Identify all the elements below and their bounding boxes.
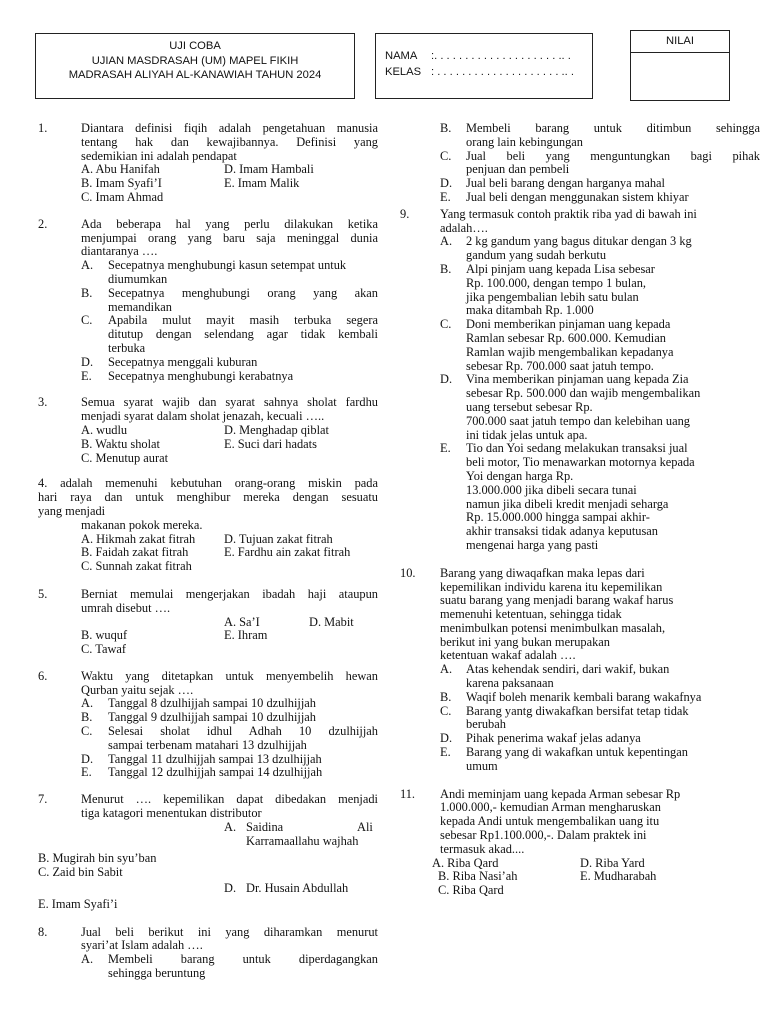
option-text: sehingga beruntung bbox=[108, 966, 206, 981]
nama-field[interactable]: :. . . . . . . . . . . . . . . . . . . . .. . bbox=[431, 50, 571, 62]
option-d[interactable] bbox=[440, 732, 764, 746]
option-letter: A. bbox=[81, 952, 94, 967]
score-label: NILAI bbox=[631, 31, 729, 53]
option-c[interactable]: C. Riba Qard bbox=[438, 883, 504, 898]
option-text: Membeli barang untuk ditimbun sehingga bbox=[466, 121, 760, 135]
option-text: Tanggal 9 dzulhijjah sampai 10 dzulhijjah bbox=[108, 710, 317, 725]
option-letter: B. bbox=[440, 689, 452, 704]
option-c[interactable]: C. Tawaf bbox=[81, 642, 127, 657]
option-d[interactable]: D. Imam Hambali bbox=[224, 162, 314, 177]
question-text: berikut ini yang bukan merupakan bbox=[440, 634, 610, 649]
question-11 bbox=[400, 788, 764, 898]
option-text: Ramlan wajib mengembalikan kepadanya bbox=[466, 344, 674, 359]
question-text: tiga katagori menentukan distributor bbox=[81, 806, 262, 821]
option-text: Apabila mulut mayit masih terbuka segera bbox=[108, 313, 378, 328]
question-text: tentang hak dan kewajibannya. Definisi yang bbox=[81, 134, 378, 149]
option-text: Atas kehendak sendiri, dari wakif, bukan bbox=[466, 662, 670, 677]
option-text: 2 kg gandum yang bagus ditukar dengan 3 kg bbox=[466, 234, 692, 249]
option-e[interactable]: E. Imam Malik bbox=[224, 176, 300, 191]
option-text: Dr. Husain Abdullah bbox=[246, 881, 349, 896]
question-5 bbox=[38, 588, 378, 657]
question-text: Yang termasuk contoh praktik riba yad di bawah ini bbox=[440, 206, 697, 221]
option-d[interactable] bbox=[440, 177, 760, 191]
option-text: Waqif boleh menarik kembali barang wakafnya bbox=[466, 689, 702, 704]
question-6 bbox=[38, 670, 378, 780]
option-text: Tanggal 8 dzulhijjah sampai 10 dzulhijjah bbox=[108, 696, 317, 711]
question-text: kepemilikan individu karena itu kepemilikan bbox=[440, 579, 663, 594]
option-c[interactable] bbox=[440, 318, 764, 373]
option-letter: D. bbox=[440, 176, 453, 191]
option-c[interactable]: C. Zaid bin Sabit bbox=[38, 865, 123, 880]
option-text: Yoi dengan harga Rp. bbox=[466, 468, 574, 483]
student-identity-box bbox=[375, 33, 593, 99]
option-letter: E. bbox=[440, 745, 451, 760]
question-text: termasuk akad.... bbox=[440, 841, 525, 856]
left-column bbox=[38, 122, 378, 981]
option-letter: C. bbox=[440, 148, 452, 163]
option-a[interactable]: A. Sa’I bbox=[224, 614, 260, 629]
option-a[interactable] bbox=[81, 821, 378, 835]
option-letter: A. bbox=[224, 819, 237, 834]
option-text: Pihak penerima wakaf jelas adanya bbox=[466, 731, 641, 746]
question-text: Barang yang diwaqafkan maka lepas dari bbox=[440, 565, 645, 580]
option-b[interactable]: B. Faidah zakat fitrah bbox=[81, 545, 189, 560]
option-letter: A. bbox=[81, 258, 94, 273]
option-c[interactable]: C. Imam Ahmad bbox=[81, 189, 164, 204]
option-text: Jual beli dengan menggunakan sistem khiyar bbox=[466, 189, 689, 204]
option-text: jika pengembalian lebih satu bulan bbox=[466, 289, 639, 304]
question-text: yang menjadi bbox=[38, 503, 106, 518]
option-text: Ali bbox=[357, 819, 373, 834]
question-text: diantaranya …. bbox=[81, 244, 158, 259]
option-e[interactable] bbox=[440, 191, 760, 205]
option-letter: E. bbox=[81, 765, 92, 780]
option-e[interactable] bbox=[81, 766, 378, 780]
question-number: 6. bbox=[38, 668, 48, 683]
option-letter: D. bbox=[224, 881, 237, 896]
option-letter: E. bbox=[440, 441, 451, 456]
question-number: 8. bbox=[38, 924, 48, 939]
question-number: 7. bbox=[38, 792, 48, 807]
option-text: Secepatnya menghubungi kerabatnya bbox=[108, 368, 294, 383]
option-text: berubah bbox=[466, 717, 506, 732]
option-letter: E. bbox=[440, 189, 451, 204]
option-text: Tanggal 12 dzulhijjah sampai 14 dzulhijjah bbox=[108, 765, 323, 780]
score-field[interactable] bbox=[631, 53, 729, 101]
right-column bbox=[400, 122, 764, 898]
option-letter: D. bbox=[440, 372, 453, 387]
option-text: Secepatnya menghubungi orang yang akan bbox=[108, 285, 378, 300]
option-text: sebesar Rp. 500.000 dan wajib mengembalikan bbox=[466, 386, 701, 401]
option-e[interactable]: E. Imam Syafi’i bbox=[38, 896, 118, 911]
option-a[interactable] bbox=[440, 235, 764, 263]
question-text: Menurut …. kepemilikan dapat dibedakan menjadi bbox=[81, 792, 378, 807]
exam-title-line-2: UJIAN MASDRASAH (UM) MAPEL FIKIH bbox=[91, 54, 299, 67]
question-3 bbox=[38, 396, 378, 465]
option-text: umum bbox=[466, 758, 498, 773]
option-b[interactable]: B. Waktu sholat bbox=[81, 436, 160, 451]
option-a[interactable]: A. Hikmah zakat fitrah bbox=[81, 531, 196, 546]
option-c[interactable] bbox=[440, 705, 764, 733]
option-letter: B. bbox=[440, 261, 452, 276]
option-a[interactable]: A. Abu Hanifah bbox=[81, 162, 160, 177]
option-letter: A. bbox=[81, 696, 94, 711]
option-text: beli motor, Tio menawarkan motornya kepada bbox=[466, 455, 695, 470]
option-c[interactable]: C. Sunnah zakat fitrah bbox=[81, 559, 192, 574]
option-e[interactable] bbox=[440, 442, 764, 552]
option-text: gandum yang sudah berkutu bbox=[466, 248, 607, 263]
option-text: mengenai harga yang pasti bbox=[466, 537, 599, 552]
question-number: 2. bbox=[38, 216, 48, 231]
option-letter: C. bbox=[440, 317, 452, 332]
question-text: memenuhi ketentuan, sehingga tidak bbox=[440, 607, 622, 622]
question-8-continued bbox=[400, 122, 760, 205]
exam-title-box bbox=[35, 33, 355, 99]
question-1 bbox=[38, 122, 378, 205]
question-number: 1. bbox=[38, 121, 48, 135]
option-d[interactable]: D. Riba Yard bbox=[580, 855, 645, 870]
option-text: Ramlan sebesar Rp. 600.000. Kemudian bbox=[466, 330, 666, 345]
option-b[interactable]: B. Riba Nasi’ah bbox=[438, 869, 518, 884]
option-text: 13.000.000 jika dibeli secara tunai bbox=[466, 482, 637, 497]
question-text: adalah…. bbox=[440, 220, 488, 235]
option-text: terbuka bbox=[108, 340, 146, 355]
question-text: Andi meminjam uang kepada Arman sebesar Rp bbox=[440, 786, 681, 801]
option-text: uang tersebut sebesar Rp. bbox=[466, 399, 593, 414]
option-d[interactable]: D. Menghadap qiblat bbox=[224, 422, 329, 437]
question-text: umrah disebut …. bbox=[81, 600, 171, 615]
option-text: Saidina bbox=[246, 819, 284, 834]
option-letter: A. bbox=[440, 662, 453, 677]
question-number: 3. bbox=[38, 395, 48, 410]
option-text: memandikan bbox=[108, 299, 172, 314]
option-text: Membeli barang untuk diperdagangkan bbox=[108, 952, 378, 967]
question-text: hari raya dan untuk menghibur mereka dengan sesuatu bbox=[38, 490, 378, 505]
question-9 bbox=[400, 208, 764, 553]
question-10 bbox=[400, 567, 764, 774]
option-text: Jual beli barang dengan harganya mahal bbox=[466, 176, 665, 191]
question-text: menimbulkan potensi menimbulkan masalah, bbox=[440, 620, 666, 635]
exam-title-line-3: MADRASAH ALIYAH AL-KANAWIAH TAHUN 2024 bbox=[68, 69, 322, 82]
option-letter: C. bbox=[81, 313, 93, 328]
option-a[interactable] bbox=[81, 953, 378, 981]
option-b[interactable] bbox=[440, 691, 764, 705]
option-text: Secepatnya menghubungi kasun setempat untuk bbox=[108, 258, 347, 273]
nama-label: NAMA bbox=[385, 50, 418, 62]
option-letter: D. bbox=[81, 751, 94, 766]
option-b[interactable]: B. Mugirah bin syu’ban bbox=[38, 851, 157, 866]
option-text: Rp. 100.000, dengan tempo 1 bulan, bbox=[466, 275, 646, 290]
option-c[interactable]: C. Menutup aurat bbox=[81, 450, 169, 465]
option-a[interactable]: A. Riba Qard bbox=[432, 855, 499, 870]
question-text: Semua syarat wajib dan syarat sahnya sholat fardhu bbox=[81, 395, 378, 410]
option-text: Vina memberikan pinjaman uang kepada Zia bbox=[466, 372, 689, 387]
kelas-label: KELAS bbox=[385, 65, 422, 78]
option-e[interactable] bbox=[81, 370, 378, 384]
question-8 bbox=[38, 926, 378, 981]
question-text: Ada beberapa hal yang perlu dilakukan ketika bbox=[81, 216, 378, 231]
option-b[interactable]: B. wuquf bbox=[81, 628, 128, 643]
question-2 bbox=[38, 218, 378, 384]
option-text: 700.000 saat jatuh tempo dan kelebihan uang bbox=[466, 413, 691, 428]
question-text: syari’at Islam adalah …. bbox=[81, 938, 203, 953]
option-text: Secepatnya menggali kuburan bbox=[108, 354, 258, 369]
question-text: sebesar Rp1.100.000,-. Dalam praktek ini bbox=[440, 828, 647, 843]
option-a[interactable]: A. wudlu bbox=[81, 422, 128, 437]
option-d[interactable] bbox=[81, 753, 378, 767]
question-text: ketentuan wakaf adalah …. bbox=[440, 648, 576, 663]
option-e[interactable]: E. Ihram bbox=[224, 628, 268, 643]
option-text: Alpi pinjam uang kepada Lisa sebesar bbox=[466, 261, 655, 276]
option-text: Tanggal 11 dzulhijjah sampai 13 dzulhijjah bbox=[108, 751, 322, 766]
question-number: 10. bbox=[400, 565, 416, 580]
option-letter: D. bbox=[440, 731, 453, 746]
question-text: menjumpai orang yang baru saja meninggal dunia bbox=[81, 230, 378, 245]
question-text: Jual beli berikut ini yang diharamkan menurut bbox=[81, 924, 378, 939]
score-box bbox=[630, 30, 730, 101]
option-letter: B. bbox=[81, 710, 93, 725]
question-text: sedemikian ini adalah pendapat bbox=[81, 148, 237, 163]
option-e[interactable]: E. Mudharabah bbox=[580, 869, 657, 884]
option-text: Rp. 15.000.000 hingga sampai akhir- bbox=[466, 510, 650, 525]
option-b[interactable] bbox=[81, 711, 378, 725]
option-letter: E. bbox=[81, 368, 92, 383]
option-letter: D. bbox=[81, 354, 94, 369]
option-text: ini tidak jelas untuk apa. bbox=[466, 427, 588, 442]
option-text: karena paksanaan bbox=[466, 676, 554, 691]
option-letter: B. bbox=[81, 285, 93, 300]
option-text: namun jika dibeli kredit menjadi seharga bbox=[466, 496, 669, 511]
option-a[interactable] bbox=[81, 259, 378, 287]
question-text: 4. adalah memenuhi kebutuhan orang-orang miskin pada bbox=[38, 476, 378, 491]
question-number: 5. bbox=[38, 586, 48, 601]
option-c[interactable] bbox=[440, 150, 760, 178]
question-4 bbox=[38, 477, 378, 574]
option-e[interactable]: E. Fardhu ain zakat fitrah bbox=[224, 545, 351, 560]
option-d[interactable] bbox=[81, 356, 378, 370]
option-text: akhir transaksi tidak adanya keputusan bbox=[466, 524, 658, 539]
option-b[interactable] bbox=[81, 287, 378, 315]
option-a[interactable] bbox=[81, 697, 378, 711]
kelas-field[interactable]: : . . . . . . . . . . . . . . . . . . . . .. . bbox=[431, 65, 574, 78]
option-text: Karramaallahu wajhah bbox=[246, 833, 359, 848]
option-text: Barang yang di wakafkan untuk kepentingan bbox=[466, 745, 688, 760]
option-c[interactable] bbox=[81, 725, 378, 753]
option-letter: A. bbox=[440, 234, 453, 249]
option-text: Barang yantg diwakafkan bersifat tetap tidak bbox=[466, 703, 689, 718]
option-letter: C. bbox=[81, 724, 93, 739]
option-e[interactable]: E. Suci dari hadats bbox=[224, 436, 317, 451]
question-text: suatu barang yang menjadi barang wakaf harus bbox=[440, 593, 674, 608]
option-a[interactable] bbox=[440, 663, 764, 691]
question-text: Qurban yaitu sejak …. bbox=[81, 682, 194, 697]
option-text: sebesar Rp. 700.000 saat jatuh tempo. bbox=[466, 358, 654, 373]
option-text: sampai terbenam matahari 13 dzulhijjah bbox=[108, 737, 307, 752]
option-e[interactable] bbox=[440, 746, 764, 774]
option-b[interactable] bbox=[440, 263, 764, 318]
option-c[interactable] bbox=[81, 314, 378, 355]
option-b[interactable] bbox=[440, 122, 760, 150]
option-d[interactable] bbox=[38, 882, 378, 896]
option-d[interactable] bbox=[440, 373, 764, 442]
exam-title-line-1: UJI COBA bbox=[169, 40, 221, 52]
option-text: penjuan dan pembeli bbox=[466, 162, 570, 177]
option-text: diumumkan bbox=[108, 271, 168, 286]
option-text: Selesai sholat idhul Adhah 10 dzulhijjah bbox=[108, 724, 378, 739]
option-text: orang lain kebingungan bbox=[466, 134, 583, 149]
option-letter: B. bbox=[440, 121, 452, 135]
question-number: 9. bbox=[400, 206, 410, 221]
question-number: 11. bbox=[400, 786, 416, 801]
question-text: Diantara definisi fiqih adalah pengetahuan manusia bbox=[81, 121, 378, 135]
option-text: Jual beli yang menguntungkan bagi pihak bbox=[466, 148, 760, 163]
question-7 bbox=[38, 793, 378, 911]
question-text: 1.000.000,- kemudian Arman mengharuskan bbox=[440, 800, 661, 815]
option-b[interactable]: B. Imam Syafi’I bbox=[81, 176, 162, 191]
option-letter: C. bbox=[440, 703, 452, 718]
option-text: Doni memberikan pinjaman uang kepada bbox=[466, 317, 671, 332]
option-d[interactable]: D. Mabit bbox=[309, 614, 354, 629]
question-text: Berniat memulai mengerjakan ibadah haji ataupun bbox=[81, 586, 378, 601]
option-text: Tio dan Yoi sedang melakukan transaksi jual bbox=[466, 441, 688, 456]
question-text: Waktu yang ditetapkan untuk menyembelih hewan bbox=[81, 668, 378, 683]
option-text: ditutup dengan selendang agar tidak kembali bbox=[108, 327, 378, 342]
question-text: kepada Andi untuk mengembalikan uang itu bbox=[440, 814, 660, 829]
option-d[interactable]: D. Tujuan zakat fitrah bbox=[224, 531, 333, 546]
question-text: makanan pokok mereka. bbox=[81, 517, 203, 532]
option-text: maka ditambah Rp. 1.000 bbox=[466, 303, 594, 318]
question-text: menjadi syarat dalam sholat jenazah, kecuali ….. bbox=[81, 409, 325, 424]
